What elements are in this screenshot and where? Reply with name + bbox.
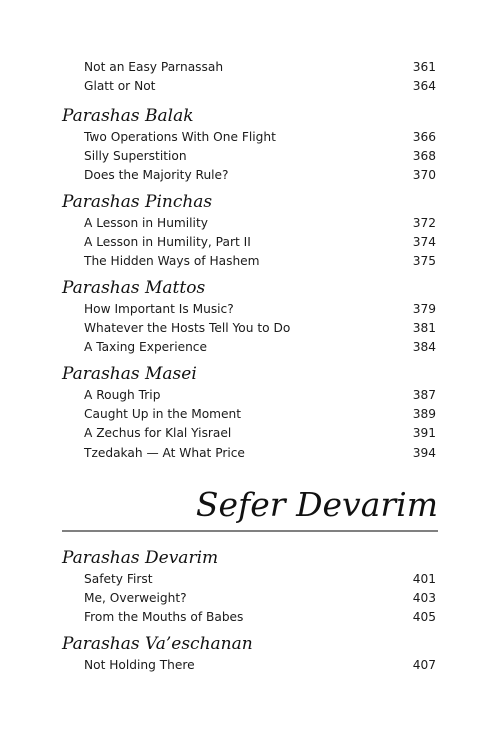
entry-page-number: 394	[412, 445, 436, 460]
entry-title: Two Operations With One Flight	[84, 130, 276, 144]
entry-title: Me, Overweight?	[84, 591, 187, 606]
toc-entry[interactable]	[62, 424, 436, 443]
entry-title: A Rough Trip	[84, 388, 161, 402]
entry-page-number: 361	[412, 60, 436, 74]
entry-title: Tzedakah — At What Price	[84, 445, 245, 460]
entry-page-number: 379	[412, 302, 436, 316]
entry-title: A Lesson in Humility	[84, 216, 208, 230]
parashas-heading: Parashas Mattos	[62, 278, 206, 298]
toc-entry[interactable]	[62, 319, 436, 338]
entry-title: Not an Easy Parnassah	[84, 60, 224, 74]
entry-page-number: 387	[412, 388, 436, 402]
entry-title: Whatever the Hosts Tell You to Do	[84, 321, 291, 336]
entry-page-number: 375	[412, 254, 436, 269]
entry-title: A Lesson in Humility, Part II	[84, 235, 251, 250]
toc-entry[interactable]	[62, 77, 436, 96]
parashas-heading: Parashas Masei	[62, 364, 197, 384]
entry-title: From the Mouths of Babes	[84, 610, 244, 625]
toc-group	[62, 276, 436, 358]
toc-entry[interactable]	[62, 338, 436, 357]
entry-title: A Taxing Experience	[84, 340, 208, 355]
toc-group	[62, 190, 436, 272]
entry-page-number: 384	[412, 340, 436, 355]
toc-entry[interactable]	[62, 386, 436, 405]
toc-group	[62, 362, 436, 463]
entry-page-number: 407	[412, 658, 436, 672]
entry-title: The Hidden Ways of Hashem	[84, 254, 260, 269]
toc-entry[interactable]	[62, 214, 436, 233]
toc-entry[interactable]	[62, 444, 436, 463]
entry-title: A Zechus for Klal Yisrael	[84, 426, 232, 441]
toc-group	[62, 546, 436, 628]
entry-title: Not Holding There	[84, 658, 195, 672]
toc-entry[interactable]	[62, 166, 436, 185]
toc-group	[62, 632, 436, 675]
toc-entry[interactable]	[62, 252, 436, 271]
toc-entry[interactable]	[62, 233, 436, 252]
entry-page-number: 389	[412, 407, 436, 422]
entry-page-number: 374	[412, 235, 436, 250]
parashas-heading: Parashas Devarim	[62, 548, 219, 568]
entry-page-number: 401	[412, 572, 436, 586]
entry-title: Silly Superstition	[84, 149, 187, 164]
toc-entry[interactable]	[62, 147, 436, 166]
entry-page-number: 370	[412, 168, 436, 183]
section-divider	[62, 530, 438, 532]
entry-title: Safety First	[84, 572, 153, 586]
parashas-heading: Parashas Va’eschanan	[62, 634, 253, 654]
toc-entry[interactable]	[62, 570, 436, 589]
entry-title: How Important Is Music?	[84, 302, 234, 316]
toc-entry[interactable]	[62, 300, 436, 319]
entry-page-number: 372	[412, 216, 436, 230]
entry-page-number: 364	[412, 79, 436, 94]
toc-entry[interactable]	[62, 128, 436, 147]
toc-entry[interactable]	[62, 589, 436, 608]
entry-page-number: 391	[412, 426, 436, 441]
entry-title: Caught Up in the Moment	[84, 407, 242, 422]
toc-entry[interactable]	[62, 656, 436, 675]
parashas-heading: Parashas Balak	[62, 106, 194, 126]
parashas-heading: Parashas Pinchas	[62, 192, 213, 212]
entry-page-number: 366	[412, 130, 436, 144]
entry-page-number: 381	[412, 321, 436, 336]
entry-title: Glatt or Not	[84, 79, 156, 94]
toc-entry[interactable]	[62, 58, 436, 77]
toc-entry[interactable]	[62, 608, 436, 627]
toc-entry[interactable]	[62, 405, 436, 424]
toc-group	[62, 104, 436, 186]
entry-page-number: 405	[412, 610, 436, 625]
toc-group	[62, 58, 436, 96]
entry-page-number: 403	[412, 591, 436, 606]
entry-page-number: 368	[412, 149, 436, 164]
sefer-heading: Sefer Devarim	[195, 485, 438, 524]
entry-title: Does the Majority Rule?	[84, 168, 229, 183]
